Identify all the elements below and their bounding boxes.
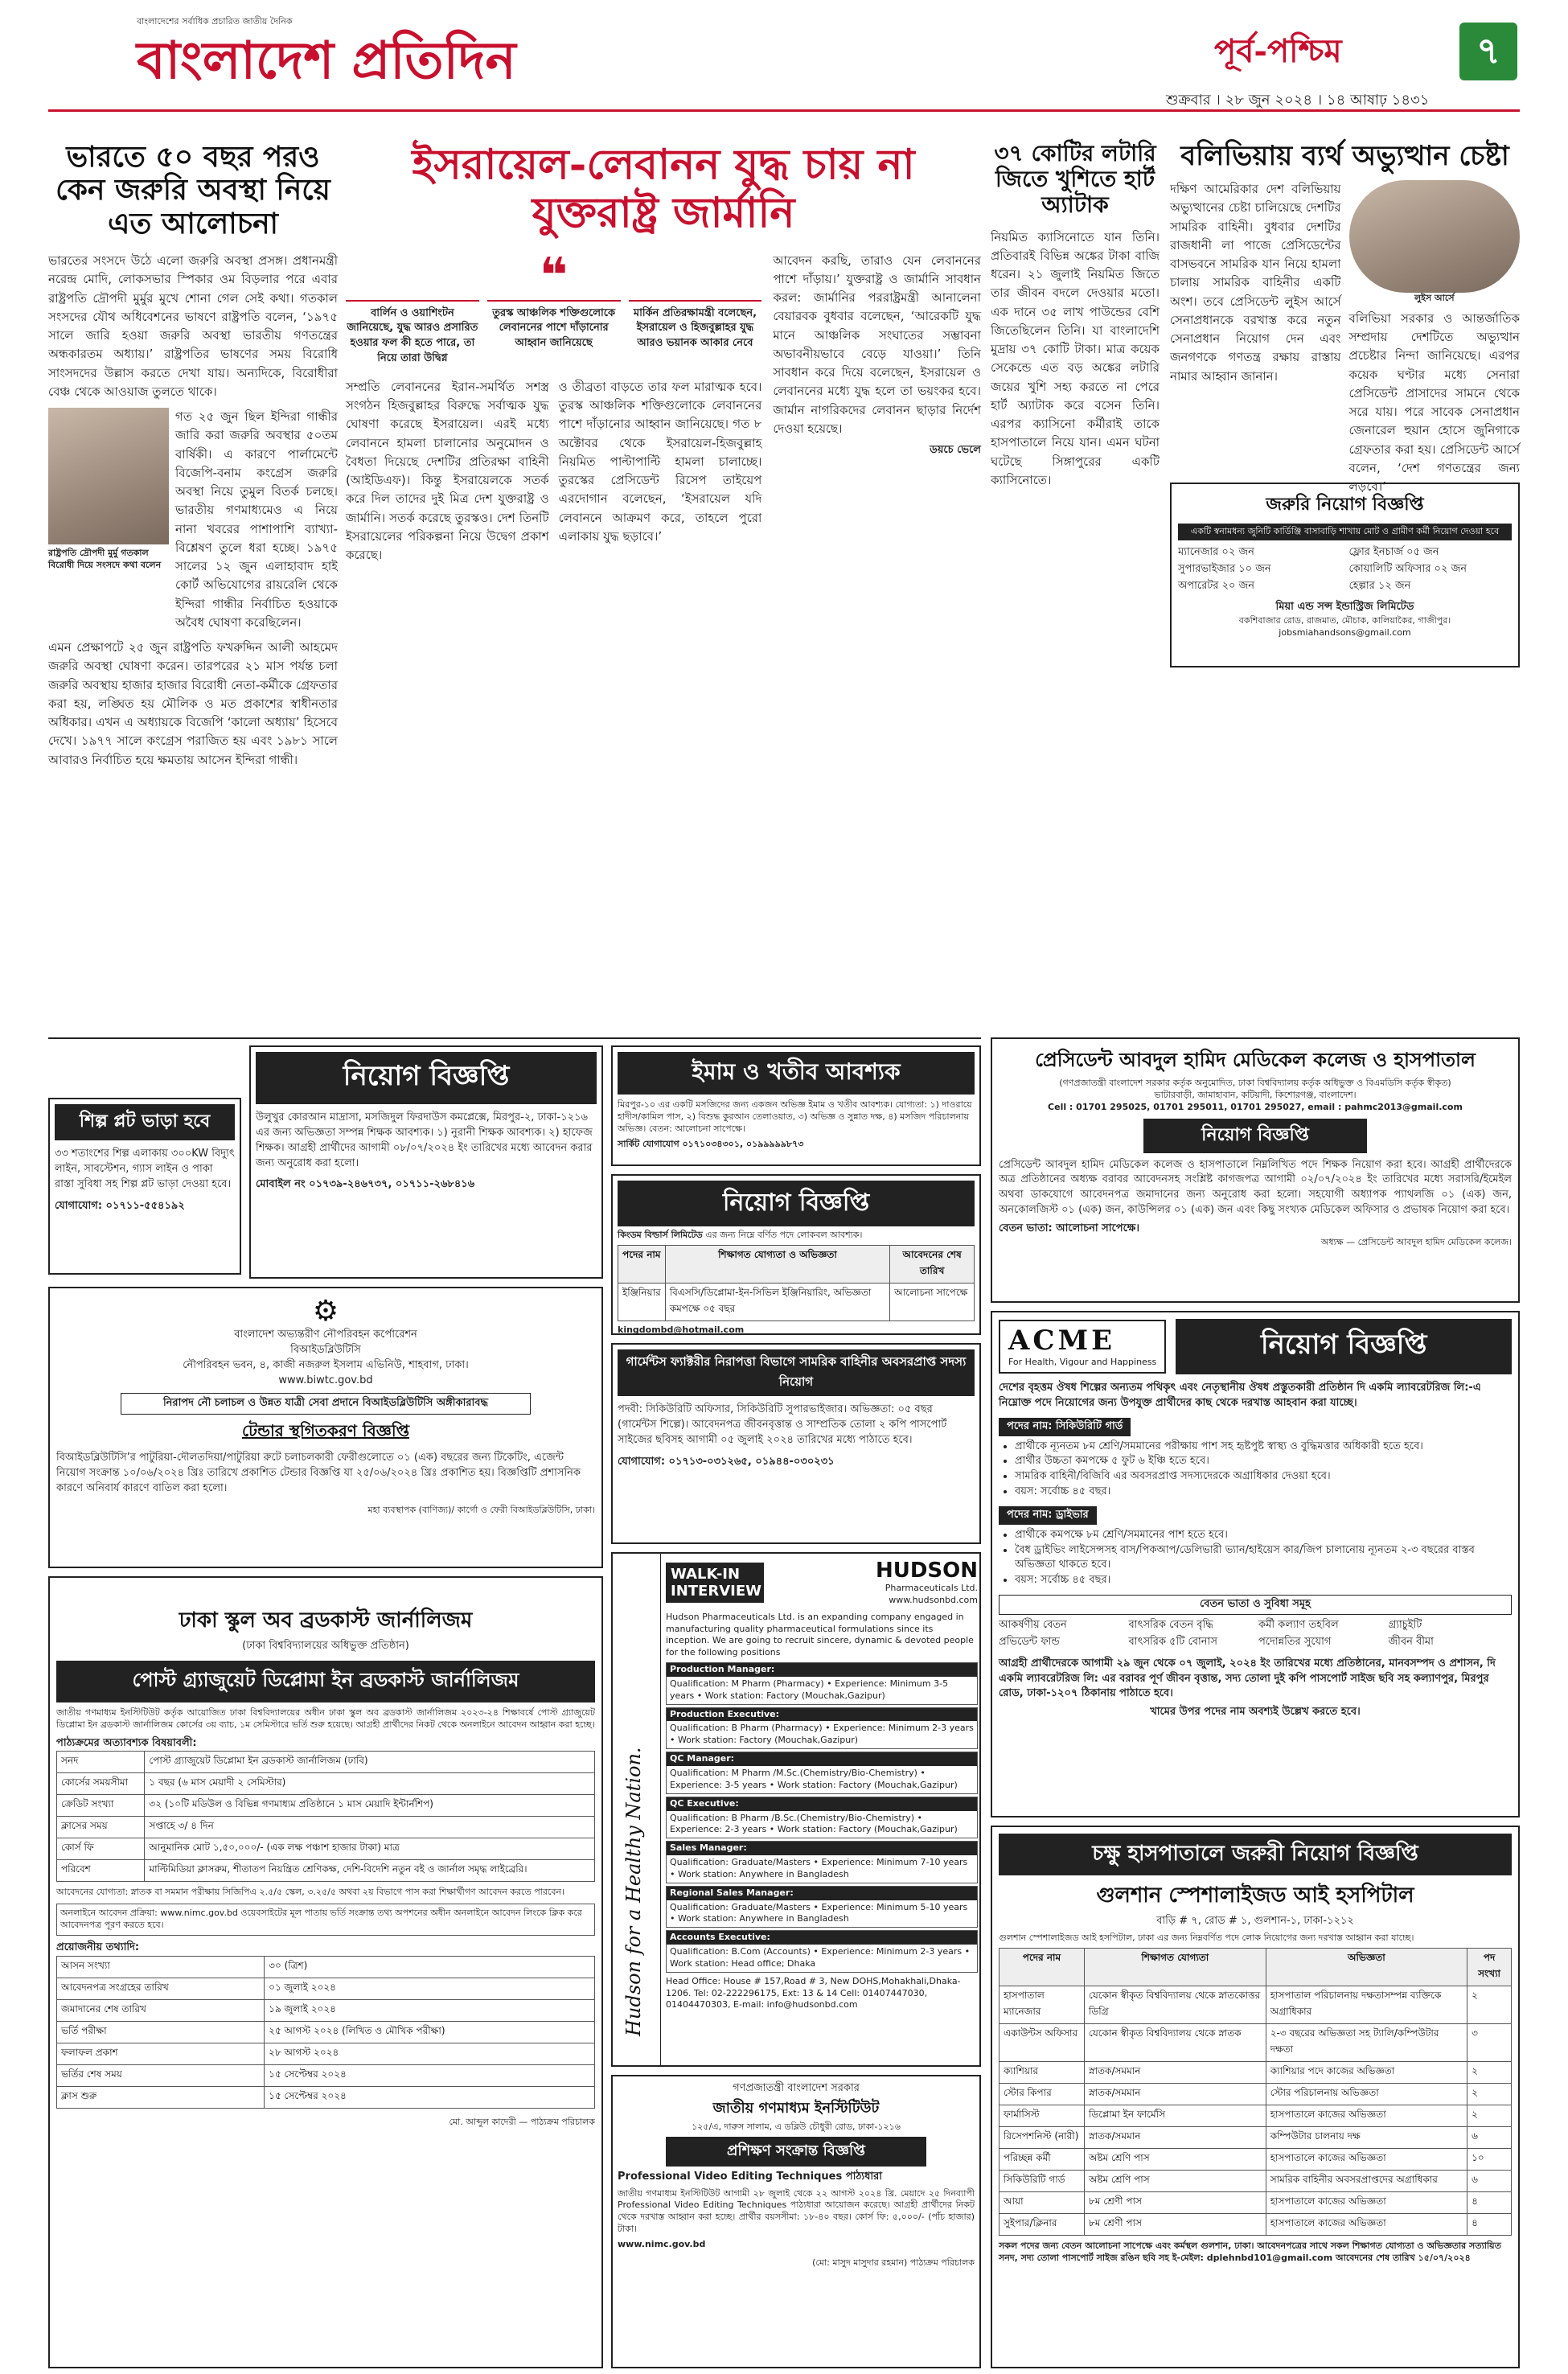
eye-footer: সকল পদের জন্য বেতন আলোচনা সাপেক্ষে এবং কর্মস্থল গুলশান, ঢাকা। আবেদনপত্রের সাথে সকল শিক্ষাগত যোগ্যতা ও অভিজ্ঞতার সত্যায়িত সনদ, সদ্য তোলা পাসপোর্ট সাইজ রঙিন ছবি সহ ই-মেইল: dplehnbd101@gmail.com আবেদনের শেষ তারিখ ১৫/০৭/২০২৪ — [999, 2240, 1501, 2263]
israel-body-3: আবেদন করছি, তারাও যেন লেবাননের পাশে দাঁড়ায়।’ যুক্তরাষ্ট্র ও জার্মানি সাবধান করল: জার্মানির পররাষ্ট্রমন্ত্রী আনালেনা বেয়ারবক বুধবার বলেছেন, ‘আরেকটি যুদ্ধ মানে আঞ্চলিক সংঘাতের সম্ভাবনা অভাবনীয়ভাবে বেড়ে যাওয়া।’ তিনি সাবধান করে দিয়ে বলেছেন, ইসরায়েল ও লেবাননের মধ্যে যুদ্ধ হলে তা ভয়ংকর হবে। জার্মান নাগরিকদের লেবানন ছাড়ার নির্দেশ দেওয়া হয়েছে। — [773, 253, 981, 436]
eye-table — [999, 1948, 1512, 2236]
medical-salary: বেতন ভাতা: আলোচনা সাপেক্ষে। — [999, 1222, 1139, 1234]
nimc-addr: ১২৫/এ, দারুস সালাম, এ ডব্লিউ চৌধুরী রোড, ঢাকা-১২১৬ — [692, 2121, 901, 2132]
table-row: একাউন্টস অফিসার যেকোন স্বীকৃত বিশ্ববিদ্যালয় থেকে স্নাতক ২-৩ বছরের অভিজ্ঞতা সহ ট্যালি/কম্পিউটার দক্ষতা ৩ — [999, 2023, 1512, 2061]
ad-kingdom-intro: কিংডম বিল্ডার্স লিমিটেড এর জন্য নিম্নে বর্ণিত পদে লোকবল আবশ্যক। — [618, 1230, 863, 1240]
djs-sub: (ঢাকা বিশ্ববিদ্যালয়ের অধিভুক্ত প্রতিষ্ঠান) — [242, 1640, 409, 1652]
eye-intro: গুলশান স্পেশালাইজড আই হসপিটাল, ঢাকা এর জন্য নিম্নবর্ণিত পদে লোক নিয়োগের জন্য দরখাস্ত আহ্বান করা যাচ্ছে। — [999, 1932, 1414, 1943]
ad-djs — [48, 1576, 603, 2368]
biwtc-body: বিআইডব্লিউটিসি’র পাটুরিয়া-দৌলতদিয়া/পাটুরিয়া রুটে চলাচলকারী ফেরীগুলোতে ০১ (এক) বছরের জন্য টিকেটিং, এজেন্ট নিয়োগ সংক্রান্ত ১০/০৬/২০২৪ খ্রিঃ তারিখে প্রকাশিত টেন্ডার বিজ্ঞপ্তি যা ২৫/০৬/২০২৪ খ্রিঃ প্রকাশিত হয়। বিজ্ঞপ্তিটি প্রশাসনিক কারণে অনিবার্য কারণে বাতিল করা হলো। — [56, 1452, 581, 1494]
table-row: ভর্তির শেষ সময় ১৫ সেপ্টেম্বর ২০২৪ — [57, 2064, 595, 2086]
bolivia-body-2: বলিভিয়া সরকার ও আন্তর্জাতিক সম্প্রদায় দেশটিতে অভ্যুত্থান প্রচেষ্টার নিন্দা জানিয়েছে। এরপর কয়েক ঘণ্টার মধ্যে সেনারা প্রেসিডেন্ট প্রাসাদের সামনে থেকে সরে যায়। পরে সাবেক সেনাপ্রধান জেনারেল হুয়ান হোসে জুনিগাকে গ্রেফতার করা হয়। প্রেসিডেন্ট আর্সে বলেন, ‘দেশ গণতন্ত্রের জন্য লড়বে।’ — [1348, 310, 1520, 495]
biwtc-slogan: নিরাপদ নৌ চলাচল ও উন্নত যাত্রী সেবা প্রদানে বিআইডব্লিউটিসি অঙ্গীকারাবদ্ধ — [121, 1393, 531, 1415]
section-name: পূর্ব-পশ্চিম — [1214, 32, 1342, 70]
ad-urgent-post: কোয়ালিটি অফিসার ০২ জন — [1348, 562, 1467, 575]
table-row: ক্লাসের সময় সপ্তাহে ৩/ ৪ দিন — [57, 1817, 595, 1838]
djs-org: ঢাকা স্কুল অব ব্রডকাস্ট জার্নালিজম — [179, 1608, 473, 1633]
ad-niyog-madrasa-title: নিয়োগ বিজ্ঞপ্তি — [256, 1052, 597, 1104]
ad-garments-title: গার্মেন্টস ফ্যাক্টরীর নিরাপত্তা বিভাগে সামরিক বাহিনীর অবসরপ্রাপ্ত সদস্য নিয়োগ — [618, 1349, 975, 1396]
nimc-course: Professional Video Editing Techniques পাঠ্যধারা — [618, 2170, 883, 2183]
list-item: • প্রার্থীর উচ্চতা কমপক্ষে ৫ ফুট ৬ ইঞ্চি হতে হবে। — [1015, 1454, 1512, 1469]
ad-imam-contact: সার্কিট যোগাযোগ ০১৭১০৩৪৩০১, ০১৯৯৯৯৯৮৭৩ — [618, 1138, 804, 1149]
hudson-side-text: Hudson for a Healthy Nation. — [622, 1747, 645, 2036]
ad-garments-contact: যোগাযোগ: ০১৭১৩-০৩১২৬৫, ০১৯৪৪-০৩০২৩১ — [618, 1455, 835, 1468]
table-header: অভিজ্ঞতা — [1266, 1948, 1467, 1986]
table-row: ফলাফল প্রকাশ ২৮ আগস্ট ২০২৪ — [57, 2043, 595, 2064]
ad-eye-hospital — [991, 1826, 1520, 2368]
hudson-web: www.hudsonbd.com — [889, 1594, 978, 1605]
masthead-rule — [48, 109, 1520, 112]
ad-urgent-post: ফ্লোর ইনচার্জ ০৫ জন — [1348, 545, 1439, 558]
ad-imam-body: মিরপুর-১০ এর একটি মসজিদের জন্য একজন অভিজ্ঞ ইমাম ও খতীব আবশ্যক। যোগ্যতা: ১) দাওরায়ে হাদীস/কামিল পাস, ২) বিশুদ্ধ কুরআন তেলাওয়াত, ৩) অভিজ্ঞ ও সুন্নাত দক্ষ, ৪) মসজিদ পরিচালনায় অভিজ্ঞ। বেতন: আলোচনা সাপেক্ষে। — [618, 1099, 972, 1134]
page-number: ৭ — [1459, 23, 1517, 80]
table-header: পদের নাম — [618, 1245, 666, 1283]
table-row: সুইপার/ক্লিনার ৮ম শ্রেণী পাস হাসপাতালে কাজের অভিজ্ঞতা ৪ — [999, 2213, 1512, 2235]
ad-urgent-intro: একটি স্বনামধন্য জুনিটি কার্ডিঞ্জি বাসাবাড়ি শাখায় মোট ও গ্রামীণ কর্মী নিয়োগ দেওয়া হবে — [1178, 524, 1512, 540]
table-row: সিকিউরিটি গার্ড অষ্টম শ্রেণি পাস সামরিক বাহিনীর অবসরপ্রাপ্তদের অগ্রাধিকার ৬ — [999, 2170, 1512, 2191]
nimc-sign: (মো: মাসুদ মাসুদার রহমান) পাঠ্যক্রম পরিচালক — [812, 2257, 975, 2268]
table-row: ক্লাস শুরু ১৫ সেপ্টেম্বর ২০২৪ — [57, 2086, 595, 2108]
nimc-gov: গণপ্রজাতন্ত্রী বাংলাদেশ সরকার — [733, 2082, 860, 2094]
bolivia-photo — [1349, 180, 1521, 293]
acme-closing: আগ্রহী প্রার্থীদেরকে আগামী ২৯ জুন থেকে ০৭ জুলাই, ২০২৪ ইং তারিখের মধ্যে প্রতিষ্ঠানের, মানবসম্পদ ও প্রশাসন, দি একমি ল্যাবরেটরিজ লি: এর বরাবর পূর্ণ জীবন বৃত্তান্ত, সদ্য তোলা দুই কপি পাসপোর্ট সাইজ ছবি সহ কল্যাণপুর, মিরপুর রোড, ঢাকা-১২০৭ ঠিকানায় পাঠাতে হবে। — [999, 1657, 1496, 1700]
table-row: ক্যাশিয়ার স্নাতক/সমমান ক্যাশিয়ার পদে কাজের অভিজ্ঞতা ২ — [999, 2061, 1512, 2083]
hudson-side-banner — [613, 1554, 661, 2065]
masthead-logo: বাংলাদেশ প্রতিদিন — [137, 31, 516, 91]
biwtc-sign: মহা ব্যবস্থাপক (বাণিজ্য)/ কার্গো ও ফেরী বিআইডব্লিউটিসি, ঢাকা। — [367, 1504, 595, 1515]
djs-title: পোস্ট গ্র্যাজুয়েট ডিপ্লোমা ইন ব্রডকাস্ট জার্নালিজম — [56, 1661, 595, 1702]
quote-right: মার্কিন প্রতিরক্ষামন্ত্রী বলেছেন, ইসরায়েল ও হিজবুল্লাহর যুদ্ধ আরও ভয়ানক আকার নেবে — [629, 300, 762, 367]
masthead-tagline: বাংলাদেশের সর্বাধিক প্রচারিত জাতীয় দৈনিক — [137, 16, 293, 27]
biwtc-title: টেন্ডার স্থগিতকরণ বিজ্ঞপ্তি — [241, 1421, 410, 1441]
table-row: ইঞ্জিনিয়ার বিএসসি/ডিপ্লোমা-ইন-সিভিল ইঞ্জিনিয়ারিং, অভিজ্ঞতা কমপক্ষে ০৫ বছর আলোচনা সাপেক্ষে — [618, 1283, 975, 1320]
table-row: রিসেপশনিস্ট (নারী) স্নাতক/সমমান কম্পিউটার চালনায় দক্ষ ৬ — [999, 2126, 1512, 2148]
biwtc-org: বাংলাদেশ অভ্যন্তরীণ নৌপরিবহন কর্পোরেশন — [234, 1329, 417, 1341]
table-row: আবেদনপত্র সংগ্রহের তারিখ ০১ জুলাই ২০২৪ — [57, 1978, 595, 1999]
india-body-2: গত ২৫ জুন ছিল ইন্দিরা গান্ধীর জারি করা জরুরি অবস্থার ৫০তম বার্ষিকী। এ কারণে পার্লামেন্টে বিজেপি-বনাম কংগ্রেস জরুরি অবস্থা নিয়ে তুমুল বিতর্ক চলছে। ভারতীয় গণমাধ্যমেও এ নিয়ে নানা খবরের পাশাপাশি ব্যাখ্যা-বিশ্লেষণ তুলে ধরা হচ্ছে। ১৯৭৫ সালের ১২ জুন এলাহাবাদ হাই কোর্ট অভিযোগের রায়রেলি থেকে ইন্দিরা গান্ধীর নির্বাচিত হওয়াকে অবৈধ ঘোষণা করেছিলেন। — [175, 409, 338, 630]
nimc-title: প্রশিক্ষণ সংক্রান্ত বিজ্ঞপ্তি — [666, 2137, 926, 2167]
ad-kingdom-title: নিয়োগ বিজ্ঞপ্তি — [618, 1181, 975, 1226]
table-header: পদের নাম — [999, 1948, 1085, 1986]
ad-urgent-company: মিয়া এন্ড সন্স ইন্ডাস্ট্রিজ লিমিটেড — [1275, 601, 1414, 614]
nimc-org: জাতীয় গণমাধ্যম ইনস্টিটিউট — [712, 2099, 880, 2117]
ad-plot-title: শিল্প প্লট ভাড়া হবে — [55, 1104, 235, 1140]
ad-kingdom — [611, 1174, 981, 1335]
bolivia-story — [1170, 140, 1520, 495]
ad-urgent-post: হেল্পার ১২ জন — [1348, 579, 1411, 592]
list-item: • বয়স: সর্বোচ্চ ৪৫ বছর। — [1015, 1573, 1512, 1588]
india-body-3: এমন প্রেক্ষাপটে ২৫ জুন রাষ্ট্রপতি ফখরুদ্দিন আলী আহমেদ জরুরি অবস্থা ঘোষণা করেন। তারপরের ২১ মাস পর্যন্ত চলা জরুরি অবস্থায় হাজার হাজার বিরোধী নেতা-কর্মীকে গ্রেফতার করা হয়, লঙ্ঘিত হয় মৌলিক ও মত প্রকাশের স্বাধীনতার অধিকার। এখন এ অধ্যায়কে বিজেপি ‘কালো অধ্যায়’ হিসেবে দেখে। ১৯৭৭ সালে কংগ্রেস পরাজিত হয় এবং ১৯৮১ সালে আবারও নির্বাচিত হয়ে ক্ষমতায় আসেন ইন্দিরা গান্ধী। — [48, 640, 338, 767]
list-item: QC Executive: Qualification: B Pharm /B.Sc.(Chemistry/Bio-Chemistry) • Experience: 2-3 years • Work station: Factory (Mouchak,Gazipur) — [666, 1797, 978, 1839]
ad-garments — [611, 1343, 981, 1544]
eye-hospital: গুলশান স্পেশালাইজড আই হসপিটাল — [1096, 1883, 1414, 1908]
hudson-banner: WALK-IN INTERVIEW — [666, 1563, 764, 1603]
quote-center: তুরস্ক আঞ্চলিক শক্তিগুলোকে লেবাননের পাশে দাঁড়ানোর আহ্বান জানিয়েছে — [487, 300, 621, 367]
table-row: জমাদানের শেষ তারিখ ১৯ জুলাই ২০২৪ — [57, 1999, 595, 2021]
ad-niyog-madrasa-body: উলুখুর কোরআন মাদ্রাসা, মসজিদুল ফিরদাউস কমপ্লেক্সে, মিরপুর-২, ঢাকা-১২১৬ এর জন্য অভিজ্ঞতা সম্পন্ন শিক্ষক আবশ্যক। ১) নুরানী শিক্ষক আবশ্যক। ২) হাফেজ শিক্ষক। আগ্রহী প্রার্থীদের আগামী ০৮/০৭/২০২৪ ইং তারিখের মধ্যে আবেদন করার জন্য অনুরোধ করা হলো। — [256, 1111, 593, 1169]
djs-table-title: পাঠ্যক্রমের অত্যাবশ্যক বিষয়াবলী: — [56, 1736, 197, 1749]
acme-post1: পদের নাম: সিকিউরিটি গার্ড — [999, 1418, 1131, 1436]
medical-contact: Cell : 01701 295025, 01701 295011, 01701 295027, email : pahmc2013@gmail.com — [1048, 1101, 1463, 1112]
ad-urgent — [1170, 483, 1520, 667]
table-header: শিক্ষাগত যোগ্যতা — [1084, 1948, 1266, 1986]
ad-kingdom-table — [618, 1245, 975, 1321]
list-item: Accounts Executive: Qualification: B.Com (Accounts) • Experience: Minimum 2-3 years • Work station: Head office; Dhaka — [666, 1930, 978, 1973]
list-item: বাৎসরিক বেতন বৃদ্ধি — [1128, 1618, 1213, 1631]
ad-urgent-address: বকশিবাজার রোড, রাজমাত, মৌচাক, কালিয়াকৈর, গাজীপুর। — [1238, 615, 1451, 626]
list-item: জীবন বীমা — [1388, 1635, 1434, 1648]
israel-credit: ডয়চে ভেলে — [930, 444, 981, 457]
israel-story — [346, 141, 981, 1021]
table-header: আবেদনের শেষ তারিখ — [890, 1245, 975, 1283]
ad-plot — [48, 1098, 241, 1275]
ad-garments-body: পদবী: সিকিউরিটি অফিসার, সিকিউরিটি সুপারভাইজার। অভিজ্ঞতা: ০৫ বছর (গার্মেন্টস শিল্পে)। আবেদনপত্র জীবনবৃত্তান্ত ও সাম্প্রতিক তোলা ২ কপি পাসপোর্ট সাইজের ছবিসহ আগামী ০৫ জুলাই ২০২৪ তারিখের মধ্যে পাঠাতে হবে। — [618, 1403, 947, 1446]
ad-medical — [991, 1037, 1520, 1303]
list-item: Sales Manager: Qualification: Graduate/Masters • Experience: Minimum 7-10 years • Work station: Anywhere in Bangladesh — [666, 1841, 978, 1883]
biwtc-org2: বিআইডব্লিউটিসি — [290, 1343, 361, 1356]
medical-sign: অধ্যক্ষ — প্রেসিডেন্ট আবদুল হামিদ মেডিকেল কলেজ। — [1320, 1236, 1512, 1247]
ad-urgent-posts — [1178, 545, 1512, 594]
list-item: কর্মী কল্যাণ তহবিল — [1258, 1618, 1339, 1631]
table-header: শিক্ষাগত যোগ্যতা ও অভিজ্ঞতা — [665, 1245, 890, 1283]
table-row: আসন সংখ্যা ৩০ (ত্রিশ) — [57, 1956, 595, 1978]
list-item: বাৎসরিক ৫টি বোনাস — [1128, 1635, 1217, 1648]
djs-dates-table — [56, 1956, 595, 2109]
ad-imam-title: ইমাম ও খতীব আবশ্যক — [618, 1052, 975, 1095]
table-row: ফার্মাসিস্ট ডিপ্লোমা ইন ফার্মেসি হাসপাতালে কাজের অভিজ্ঞতা ২ — [999, 2105, 1512, 2126]
biwtc-emblem-icon: ⚙ — [312, 1295, 339, 1328]
list-item: • বৈধ ড্রাইভিং লাইসেন্সসহ বাস/পিকআপ/ডেলিভারী ভ্যান/হাইয়েস কার/জিপ চালানোয় ন্যূনতম ২-৩ বছরের বাস্তব অভিজ্ঞতা থাকতে হবে। — [1015, 1543, 1512, 1574]
hudson-footer: Head Office: House # 157,Road # 3, New DOHS,Mohakhali,Dhaka-1206. Tel: 02-222296175, Ext: 13 & 14 Cell: 01407447030, 01404470303, E-mail: info@hudsonbd.com — [666, 1975, 961, 2011]
list-item: Production Manager: Qualification: M Pharm (Pharmacy) • Experience: Minimum 3-5 years • Work station: Factory (Mouchak,Gazipur) — [666, 1662, 978, 1705]
divider — [48, 1037, 981, 1039]
acme-post1-list — [999, 1440, 1512, 1500]
list-item: • প্রার্থীকে ন্যূনতম ৮ম শ্রেণি/সমমানের পরীক্ষায় পাশ সহ হৃষ্টপুষ্ট স্বাস্থ্য ও বুদ্ধিমত্তার অধিকারী হতে হবে। — [1015, 1440, 1512, 1455]
medical-body: প্রেসিডেন্ট আবদুল হামিদ মেডিকেল কলেজ ও হাসপাতালে নিম্নলিখিত পদে শিক্ষক নিয়োগ করা হবে। আগ্রহী প্রার্থীদেরকে অত্র প্রতিষ্ঠানের অধ্যক্ষ বরাবর আবেদনসহ সংশ্লিষ্ট কাগজপত্র আগামী ০২/০৭/২০২৪ ইং তারিখের মধ্যে সরাসরি/ইমেইল অথবা ডাকযোগে আবেদনপত্র জমাদানের জন্য অনুরোধ করা হলো। সহযোগী অধ্যাপক প্যাথলজি ০১ (এক) জন, অনকোলজিস্ট ০১ (এক) জন, কাউন্সিলর ০১ (এক) জন এবং কিছু সংখ্যক মেডিকেল অফিসার ও প্রভাষক নিয়োগ করা হবে। — [999, 1158, 1512, 1217]
list-item: Regional Sales Manager: Qualification: Graduate/Masters • Experience: Minimum 5-10 years • Work station: Anywhere in Bangladesh — [666, 1886, 978, 1928]
table-row: পরিবেশ মাল্টিমিডিয়া ক্লাসরুম, শীতাতপ নিয়ন্ত্রিত শ্রেণিকক্ষ, দেশি-বিদেশি নতুন বই ও জার্নাল সমৃদ্ধ লাইব্রেরি। — [57, 1860, 595, 1882]
acme-intro: দেশের বৃহত্তম ঔষধ শিল্পের অন্যতম পথিকৃৎ এবং নেতৃস্থানীয় ঔষধ প্রস্তুতকারী প্রতিষ্ঠান দি একমি ল্যাবরেটরিজ লি:-এ নিম্নোক্ত পদে নিয়োগের জন্য উপযুক্ত প্রার্থীদের কাছ থেকে দরখাস্ত আহবান করা যাচ্ছে। — [999, 1382, 1481, 1409]
table-row: আয়া ৮ম শ্রেণী পাস হাসপাতালে কাজের অভিজ্ঞতা ৪ — [999, 2191, 1512, 2213]
table-row: হাসপাতাল ম্যানেজার যেকোন স্বীকৃত বিশ্ববিদ্যালয় থেকে স্নাতকোত্তর ডিগ্রি হাসপাতাল পরিচালনায় দক্ষতাসম্পন্ন ব্যক্তিকে অগ্রাধিকার ২ — [999, 1986, 1512, 2023]
ad-niyog-madrasa — [249, 1045, 603, 1279]
djs-sign: মো. আব্দুল কাদেরী — পাঠ্যক্রম পরিচালক — [449, 2116, 595, 2127]
acme-post2-list — [999, 1528, 1512, 1588]
lottery-body: নিয়মিত ক্যাসিনোতে যান তিনি। প্রতিবারই বিভিন্ন অঙ্কের টাকা বাজি ধরেন। ২১ জুলাই নিয়মিত জিতে তার জীবন বদলে দেওয়ার মতো। এক দানে ৩৫ লাখ পাউন্ডের বেশি জিতেছিলেন তিনি। যা বাংলাদেশি মুদ্রায় ৩৭ কোটি টাকা। মাত্র কয়েক সেকেন্ডে এত বড় অঙ্কের লটারি জয়ের খুশি সহ্য করতে না পেরে হার্ট অ্যাটাক করে বসেন তিনি। এরপর ক্যাসিনো কর্মীরাই তাকে হাসপাতালে নিয়ে যান। এমন ঘটনা ঘটেছে সিঙ্গাপুরের একটি ক্যাসিনোতে। — [991, 229, 1160, 487]
djs-dates-title: প্রয়োজনীয় তথ্যাদি: — [56, 1941, 140, 1953]
medical-title: প্রেসিডেন্ট আবদুল হামিদ মেডিকেল কলেজ ও হাসপাতাল — [1035, 1049, 1476, 1071]
list-item: আকর্ষণীয় বেতন — [999, 1618, 1067, 1631]
hudson-positions — [666, 1662, 978, 1973]
table-row: ভর্তি পরীক্ষা ২৫ আগস্ট ২০২৪ (লিখিত ও মৌখিক পরীক্ষা) — [57, 2021, 595, 2043]
acme-post2: পদের নাম: ড্রাইভার — [999, 1506, 1097, 1525]
ad-urgent-post: ম্যানেজার ০২ জন — [1178, 545, 1254, 558]
djs-online: অনলাইনে আবেদন প্রক্রিয়া: www.nimc.gov.bd ওয়েবসাইটের মূল পাতায় ভর্তি সংক্রান্ত তথ্য অপশনের অধীন অনলাইনে আবেদন লিংকে ক্লিক করে আবেদনপত্র পূরণ করতে হবে। — [56, 1904, 595, 1936]
acme-title: নিয়োগ বিজ্ঞপ্তি — [1176, 1319, 1512, 1374]
india-body-1: ভারতের সংসদে উঠে এলো জরুরি অবস্থা প্রসঙ্গ। প্রধানমন্ত্রী নরেন্দ্র মোদি, লোকসভার স্পিকার ওম বিড়লার পরে এবার রাষ্ট্রপতি দ্রৌপদী মুর্মুর মুখে শোনা গেল সেই কথা। গতকাল সংসদের যৌথ অধিবেশনের ভাষণে রাষ্ট্রপতি বলেন, ‘১৯৭৫ সালে জারি হওয়া জরুরি অবস্থা ভারতীয় গণতন্ত্রের অন্ধকারতম অধ্যায়।’ রাষ্ট্রপতির ভাষণের সময় বিরোধি সাংসদদের উল্লাস করতে দেখা যায়। অন্যদিকে, বিরোধীরা বেঞ্চ থেকে আওয়াজ তুলতে থাকে। — [48, 253, 338, 399]
ad-hudson — [611, 1552, 981, 2067]
hudson-brand-sub: Pharmaceuticals Ltd. — [885, 1583, 978, 1593]
quote-mark-icon: ❝ — [540, 247, 569, 304]
ad-niyog-madrasa-contact: মোবাইল নং ০১৭৩৯-২৪৬৭৩৭, ০১৭১১-২৬৮৪১৬ — [256, 1178, 475, 1191]
hudson-brand: HUDSON — [875, 1559, 978, 1583]
dateline: শুক্রবার । ২৮ জুন ২০২৪ । ১৪ আষাঢ় ১৪৩১ — [1166, 92, 1430, 109]
bolivia-headline: বলিভিয়ায় ব্যর্থ অভ্যুত্থান চেষ্টা — [1180, 140, 1509, 172]
acme-note: খামের উপর পদের নাম অবশ্যই উল্লেখ করতে হবে। — [1150, 1706, 1361, 1719]
israel-body-1: সম্প্রতি লেবাননের ইরান-সমর্থিত সশস্ত্র সংগঠন হিজবুল্লাহর বিরুদ্ধে সর্বাত্মক যুদ্ধ ঘোষণা করেছে ইসরায়েল। এরই মধ্যে লেবাননে হামলা চালানোর অনুমোদন ও বৈধতা দিয়েছে দেশটির প্রতিরক্ষা বাহিনী (আইডিএফ)। কিন্তু ইসরায়েলকে সতর্ক করে দিল তাদের দুই মিত্র দেশ যুক্তরাষ্ট্র ও জার্মানি। সতর্ক করেছে তুরস্কও। দেশ তিনটি ইসরায়েলের পরিকল্পনা নিয়ে উদ্বেগ প্রকাশ করেছে। — [346, 379, 549, 563]
medical-addr: ভাটারবাড়ী, জামাহাবান, কটিয়াদী, কিশোরগঞ্জ, বাংলাদেশ। — [1154, 1089, 1357, 1100]
nimc-body: জাতীয় গণমাধ্যম ইনস্টিটিউট আগামী ২৮ জুলাই থেকে ২২ আগস্ট ২০২৪ খ্রি. মেয়াদে ২৫ দিনব্যাপী Professional Video Editing Techniques পাঠ্যধারা আয়োজন করেছে। আগ্রহী প্রার্থীদের নিকট থেকে দরখাস্ত আহ্বান করা হচ্ছে। প্রার্থীর বয়সসীমা: ১৮-৪০ বছর। কোর্স ফি: ৫,০০০/- (পাঁচ হাজার) টাকা। — [618, 2187, 975, 2235]
president-photo — [48, 408, 169, 544]
eye-addr: বাড়ি # ৭, রোড # ১, গুলশান-১, ঢাকা-১২১২ — [1156, 1915, 1354, 1927]
list-item: • বয়স: সর্বোচ্চ ৪৫ বছর। — [1015, 1485, 1512, 1500]
acme-tag: For Health, Vigour and Happiness — [1008, 1357, 1157, 1368]
table-row: পরিচ্ছন্ন কর্মী অষ্টম শ্রেণি পাস হাসপাতালে কাজের অভিজ্ঞতা ১০ — [999, 2148, 1512, 2170]
table-header: পদ সংখ্যা — [1467, 1948, 1512, 1986]
israel-body-2: ও তীব্রতা বাড়তে তার ফল মারাত্মক হবে। তুরস্ক আঞ্চলিক শক্তিগুলোকে লেবাননের পাশে দাঁড়ানোর আহ্বান জানিয়েছে। গত ৮ অক্টোবর থেকে ইসরায়েল-হিজবুল্লাহ নিয়মিত পাল্টাপাল্টি হামলা চালাচ্ছে। তুরস্কের প্রেসিডেন্ট রিসেপ তাইয়েপ এরদোগান বলেছেন, ‘ইসরায়েল যদি লেবাননে আক্রমণ করে, তাহলে পুরো এলাকায় যুদ্ধ ছড়াবে।’ — [558, 379, 762, 544]
ad-urgent-title: জরুরি নিয়োগ বিজ্ঞপ্তি — [1266, 495, 1424, 515]
djs-intro: জাতীয় গণমাধ্যম ইনস্টিটিউট কর্তৃক আয়োজিত ঢাকা বিশ্ববিদ্যালয়ের অধীন ঢাকা স্কুল অব ব্রডকাস্ট জার্নালিজম ২০২৩-২৪ শিক্ষাবর্ষে পোস্ট গ্র্যাজুয়েট ডিপ্লোমা ইন ব্রডকাস্ট জার্নালিজম কোর্সের ৩য় ব্যাচ, ১ম সেমিস্টারে ভর্তি শুরু হয়েছে। আগ্রহী প্রার্থীদের নিকট থেকে অনলাইনে আবেদন আহ্বান করা হচ্ছে। — [56, 1707, 595, 1730]
masthead — [48, 11, 1520, 112]
ad-imam — [611, 1045, 981, 1166]
list-item: QC Manager: Qualification: M Pharm /M.Sc.(Chemistry/Bio-Chemistry) • Experience: 3-5 years • Work station: Factory (Mouchak,Gazipur) — [666, 1752, 978, 1794]
list-item: প্রভিডেন্ট ফান্ড — [999, 1635, 1060, 1648]
ad-nimc — [611, 2075, 981, 2368]
eye-title: চক্ষু হাসপাতালে জরুরী নিয়োগ বিজ্ঞপ্তি — [999, 1834, 1512, 1875]
medical-niyog: নিয়োগ বিজ্ঞপ্তি — [1143, 1119, 1367, 1153]
medical-sub: (গণপ্রজাতন্ত্রী বাংলাদেশ সরকার কর্তৃক অনুমোদিত, ঢাকা বিশ্ববিদ্যালয় কর্তৃক অধিভুক্ত ও বিএমডিসি কর্তৃক স্বীকৃত) — [1059, 1078, 1451, 1088]
president-photo-caption: রাষ্ট্রপতি দ্রৌপদী মুর্মু গতকাল বিরোধী দিয়ে সংসদে কথা বলেন — [48, 548, 162, 571]
table-row: কোর্স ফি আনুমানিক মোট ১,৫০,০০০/- (এক লক্ষ পঞ্চাশ হাজার টাকা) মাত্র — [57, 1838, 595, 1860]
bolivia-photo-caption: লুইস আর্সে — [1414, 293, 1455, 304]
list-item: পদোন্নতির সুযোগ — [1258, 1635, 1332, 1648]
biwtc-addr: নৌপরিবহন ভবন, ৪, কাজী নজরুল ইসলাম এভিনিউ, শাহবাগ, ঢাকা। — [183, 1358, 469, 1371]
djs-admission: আবেদনের যোগ্যতা: স্নাতক বা সমমান পরীক্ষায় সিজিপিএ ২.৫/৫ স্কেল, ৩.২৫/৫ অথবা ২য় বিভাগে পাস করা শিক্ষার্থীগণ আবেদন করতে পারবেন। — [56, 1887, 564, 1898]
israel-headline: ইসরায়েল-লেবানন যুদ্ধ চায় না যুক্তরাষ্ট্র জার্মানি — [412, 140, 915, 237]
quote-left: বার্লিন ও ওয়াশিংটন জানিয়েছে, যুদ্ধ আরও প্রসারিত হওয়ার ফল কী হতে পারে, তা নিয়ে তারা উদ্বিগ্ন — [346, 300, 479, 367]
ad-plot-body: ৩৩ শতাংশের শিল্প এলাকায় ৩০০KW বিদ্যুৎ লাইন, সাবস্টেশন, গ্যাস লাইন ও পাকা রাস্তা সুবিধা সহ শিল্প প্লট ভাড়া দেওয়া হবে। — [55, 1148, 235, 1190]
list-item: • প্রার্থীকে কমপক্ষে ৮ম শ্রেণি/সমমানের পাশ হতে হবে। — [1015, 1528, 1512, 1543]
table-row: সনদ পোস্ট গ্র্যাজুয়েট ডিপ্লোমা ইন ব্রডকাস্ট জার্নালিজম (ঢাবি) — [57, 1752, 595, 1773]
list-item: Production Executive: Qualification: B Pharm (Pharmacy) • Experience: Minimum 2-3 years • Work station: Factory (Mouchak,Gazipur) — [666, 1707, 978, 1750]
lottery-headline: ৩৭ কোটির লটারি জিতে খুশিতে হার্ট অ্যাটাক — [994, 140, 1156, 219]
ad-acme — [991, 1311, 1520, 1817]
acme-benefits-title: বেতন ভাতা ও সুবিধা সমূহ — [999, 1595, 1512, 1615]
djs-table — [56, 1751, 595, 1882]
table-row: ক্রেডিট সংখ্যা ৩২ (১০টি মডিউল ও বিভিন্ন গণমাধ্যম প্রতিষ্ঠানে ১ মাস মেয়াদি ইন্টার্নশিপ) — [57, 1795, 595, 1817]
table-row: স্টোর কিপার স্নাতক/সমমান স্টোর পরিচালনায় অভিজ্ঞতা ২ — [999, 2083, 1512, 2105]
hudson-intro: Hudson Pharmaceuticals Ltd. is an expanding company engaged in manufacturing quality pharmaceutical formulations since its inception. We are going to recruit sincere, dynamic & devoted people for the following positions — [666, 1611, 974, 1658]
lottery-story — [991, 141, 1160, 1017]
india-story — [48, 141, 338, 1033]
nimc-web: www.nimc.gov.bd — [618, 2238, 706, 2249]
biwtc-web: www.biwtc.gov.bd — [278, 1374, 373, 1386]
table-row: কোর্সের সময়সীমা ১ বছর (৬ মাস মেয়াদী ২ সেমিস্টার) — [57, 1773, 595, 1795]
ad-kingdom-email: kingdombd@hotmail.com — [618, 1324, 745, 1335]
ad-biwtc — [48, 1287, 603, 1568]
ad-urgent-email: jobsmiahandsons@gmail.com — [1279, 627, 1411, 639]
ad-plot-phone: যোগাযোগ: ০১৭১১-৫৫৪১৯২ — [55, 1199, 185, 1212]
acme-benefits — [999, 1618, 1512, 1650]
list-item: গ্র্যাচুইটি — [1388, 1618, 1422, 1631]
india-headline: ভারতে ৫০ বছর পরও কেন জরুরি অবস্থা নিয়ে এত আলোচনা — [55, 140, 330, 240]
bolivia-body-1: দক্ষিণ আমেরিকার দেশ বলিভিয়ায় অভ্যুত্থানের চেষ্টা চালিয়েছে দেশটির সামরিক বাহিনী। বুধবার দেশটির রাজধানী লা পাজে প্রেসিডেন্টের বাসভবনে সামরিক যান নিয়ে হামলা চালায় সামরিক বাহিনীর একটি অংশ। তবে প্রেসিডেন্ট লুইস আর্সে সেনাপ্রধানকে বরখাস্ত করে নতুন সেনাপ্রধান নিয়োগ দেন এবং জনগণকে গণতন্ত্র রক্ষায় রাস্তায় নামার আহ্বান জানান। — [1170, 182, 1341, 384]
ad-urgent-post: অপারেটর ২০ জন — [1178, 579, 1255, 592]
acme-brand: ACME — [1008, 1325, 1115, 1357]
ad-urgent-post: সুপারভাইজার ১০ জন — [1178, 562, 1271, 575]
list-item: • সামরিক বাহিনী/বিজিবি এর অবসরপ্রাপ্ত সদস্যদেরকে অগ্রাধিকার দেওয়া হবে। — [1015, 1469, 1512, 1485]
